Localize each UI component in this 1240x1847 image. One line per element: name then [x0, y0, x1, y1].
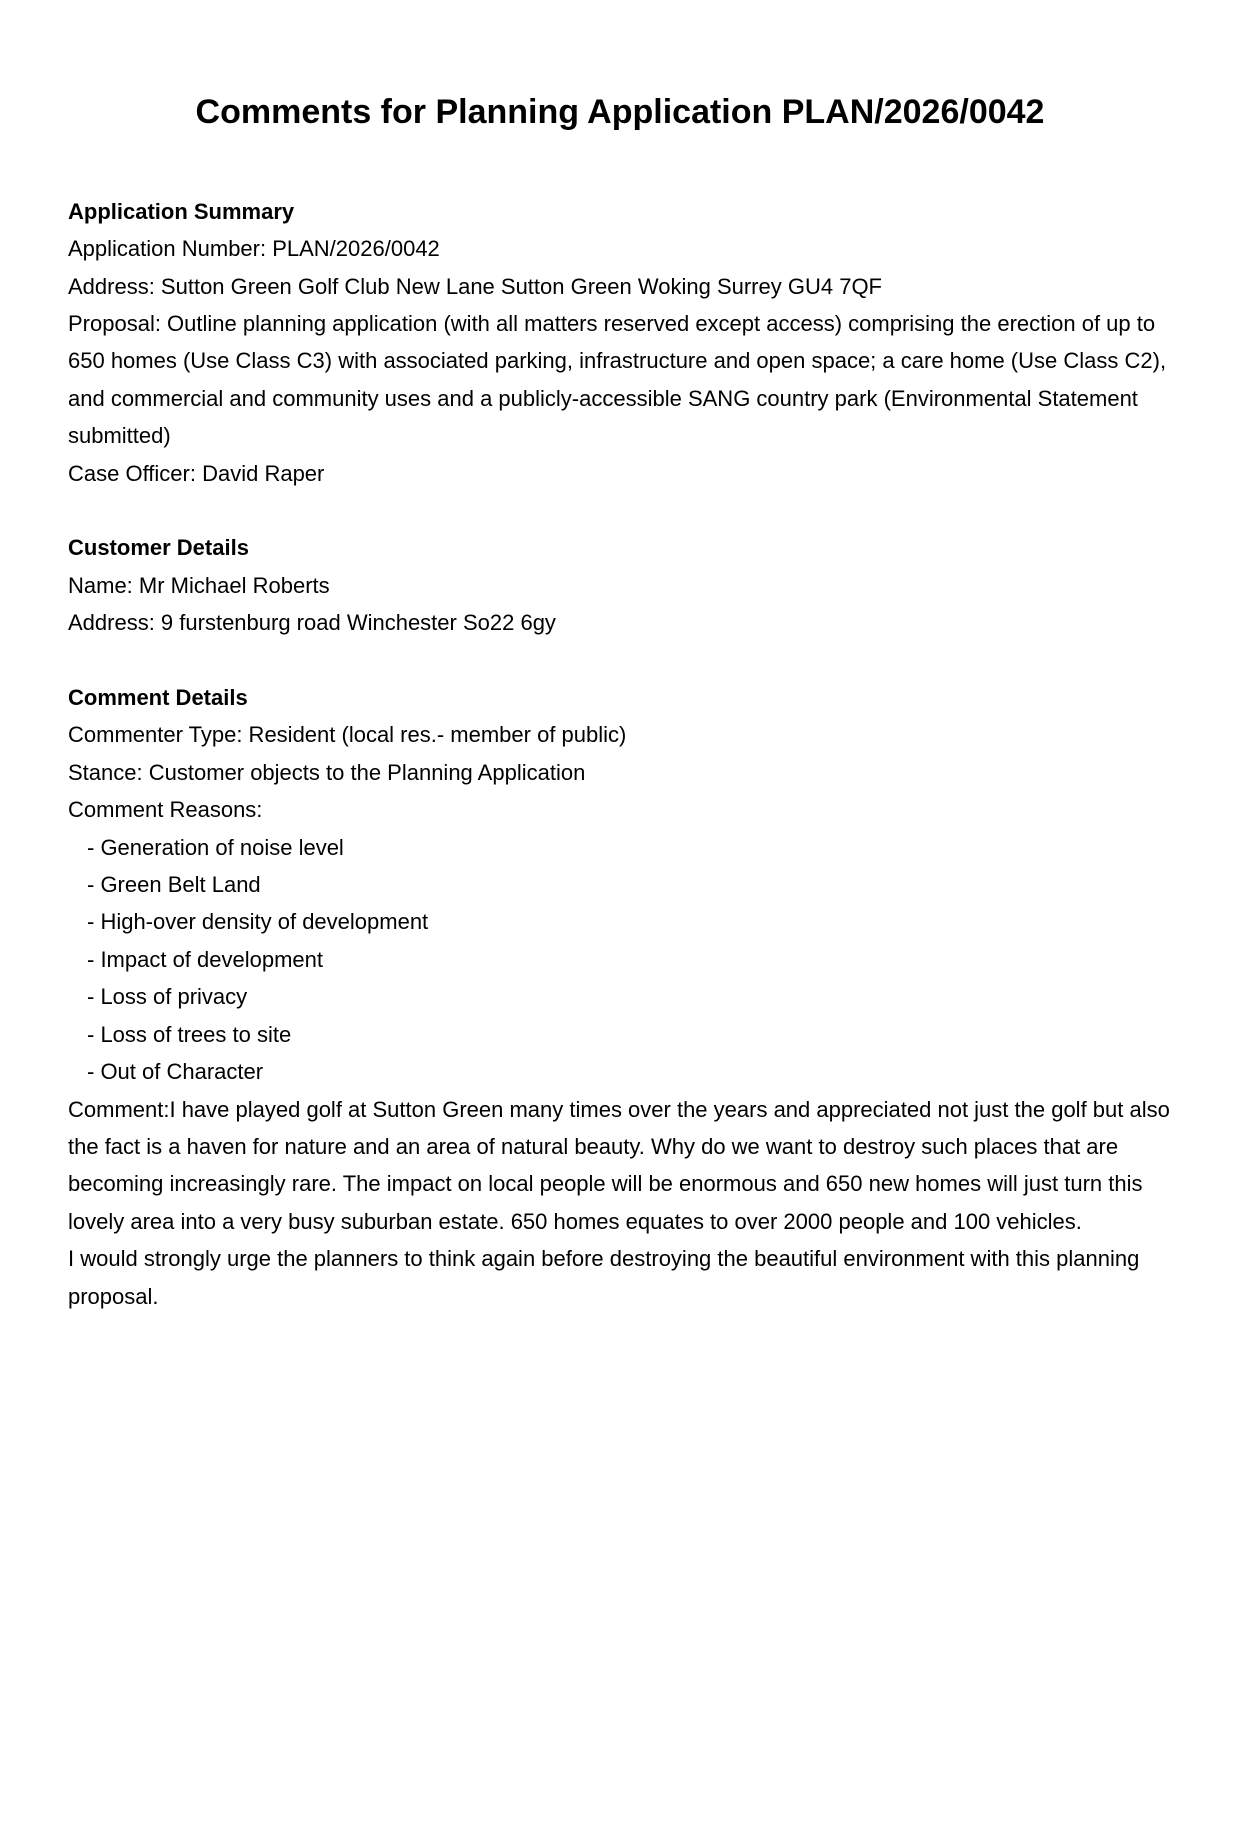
- comment-reason-item: - Out of Character: [87, 1059, 264, 1085]
- comment-details-heading: Comment Details: [68, 685, 248, 711]
- comment-reasons-label: Comment Reasons:: [68, 797, 263, 823]
- application-number-line: Application Number: PLAN/2026/0042: [68, 236, 440, 262]
- document-body: [68, 193, 1172, 1315]
- comment-reason-item: - Impact of development: [87, 946, 324, 972]
- comment-details-section: [68, 679, 1172, 1315]
- stance-line: Stance: Customer objects to the Planning Application: [68, 759, 586, 785]
- comment-closing-text: I would strongly urge the planners to think again before destroying the beautiful environment with this planning proposal.: [68, 1246, 1140, 1309]
- comment-reason-item: - Loss of trees to site: [87, 1021, 292, 1047]
- customer-address-line: Address: 9 furstenburg road Winchester So22 6gy: [68, 610, 556, 636]
- customer-details-section: [68, 529, 1172, 641]
- proposal-line: Proposal: Outline planning application (with all matters reserved except access) comprising the erection of up to 650 homes (Use Class C3) with associated parking, infrastructure and open space; a care home (Use Class C2), and commercial and community uses and a publicly-accessible SANG country park (Environmental Statement submitted): [68, 311, 1167, 449]
- application-summary-heading: Application Summary: [68, 198, 295, 224]
- customer-details-heading: Customer Details: [68, 535, 249, 561]
- comment-reason-item: - High-over density of development: [87, 909, 429, 935]
- comment-reason-item: - Green Belt Land: [87, 872, 261, 898]
- application-address-line: Address: Sutton Green Golf Club New Lane Sutton Green Woking Surrey GU4 7QF: [68, 273, 882, 299]
- comment-reason-item: - Loss of privacy: [87, 984, 248, 1010]
- application-summary-section: [68, 193, 1172, 492]
- comment-text: Comment:I have played golf at Sutton Green many times over the years and appreciated not just the golf but also the fact is a haven for nature and an area of natural beauty. Why do we want to destroy such places that are becoming increasingly rare. The impact on local people will be enormous and 650 new homes will just turn this lovely area into a very busy suburban estate. 650 homes equates to over 2000 people and 100 vehicles.: [68, 1096, 1170, 1234]
- customer-name-line: Name: Mr Michael Roberts: [68, 572, 330, 598]
- case-officer-line: Case Officer: David Raper: [68, 460, 325, 486]
- commenter-type-line: Commenter Type: Resident (local res.- member of public): [68, 722, 627, 748]
- page-title: Comments for Planning Application PLAN/2026/0042: [195, 93, 1045, 131]
- comment-reason-item: - Generation of noise level: [87, 834, 344, 860]
